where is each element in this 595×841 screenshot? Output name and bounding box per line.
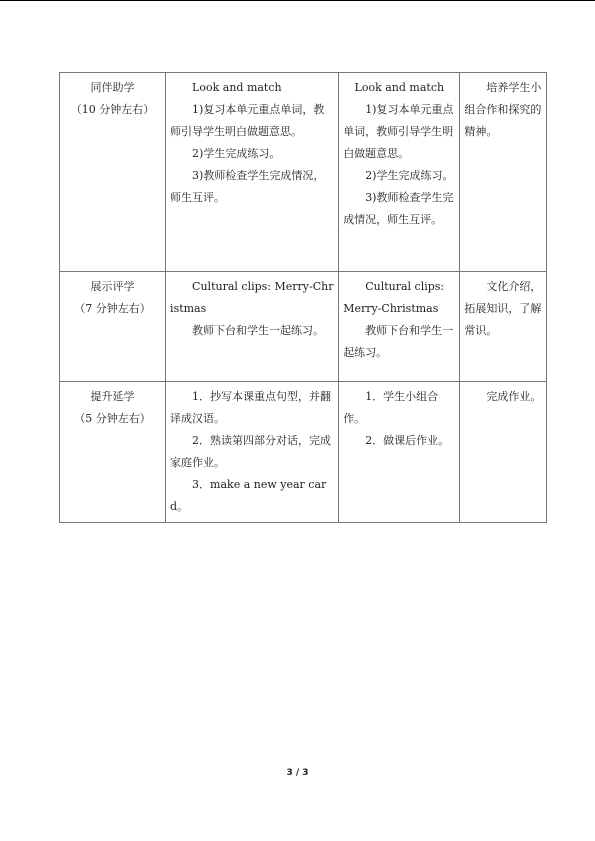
purpose-cell <box>460 272 547 382</box>
activity-line: 2．做课后作业。 <box>365 434 450 447</box>
activity-line: 3)教师检查学生完成情况，师生互评。 <box>170 169 325 204</box>
activity-title: Look and match <box>192 81 282 94</box>
phase-name: 展示评学 <box>90 280 135 293</box>
purpose-cell <box>460 382 547 523</box>
teacher-activity-cell <box>166 272 339 382</box>
header-rule <box>0 0 595 1</box>
activity-line: 1．学生小组合作。 <box>343 390 439 425</box>
phase-cell <box>60 382 166 523</box>
activity-line: 教师下台和学生一起练习。 <box>192 324 325 337</box>
page-number: 3 / 3 <box>286 768 309 778</box>
phase-duration: （5 分钟左右） <box>74 412 151 425</box>
table-row <box>60 73 547 272</box>
activity-line: 1)复习本单元重点单词，教师引导学生明白做题意思。 <box>343 103 454 160</box>
purpose-text: 培养学生小组合作和探究的精神。 <box>464 81 542 138</box>
table-row <box>60 272 547 382</box>
activity-title: Cultural clips: Merry-Christmas <box>343 280 445 315</box>
phase-cell <box>60 272 166 382</box>
teacher-activity-cell <box>166 73 339 272</box>
activity-title: Look and match <box>354 81 445 94</box>
activity-line: 2)学生完成练习。 <box>365 169 454 182</box>
phase-cell <box>60 73 166 272</box>
purpose-cell <box>460 73 547 272</box>
phase-name: 同伴助学 <box>90 81 135 94</box>
activity-line: 1)复习本单元重点单词，教师引导学生明白做题意思。 <box>170 103 325 138</box>
phase-name: 提升延学 <box>90 390 135 403</box>
activity-line: 1．抄写本课重点句型，并翻译成汉语。 <box>170 390 332 425</box>
activity-line: 2．熟读第四部分对话，完成家庭作业。 <box>170 434 332 469</box>
table-row <box>60 382 547 523</box>
activity-line: 2)学生完成练习。 <box>192 147 281 160</box>
phase-duration: （7 分钟左右） <box>74 302 151 315</box>
purpose-text: 完成作业。 <box>486 390 542 403</box>
student-activity-cell <box>339 73 460 272</box>
purpose-text: 文化介绍，拓展知识，了解常识。 <box>464 280 542 337</box>
phase-duration: （10 分钟左右） <box>70 103 155 116</box>
student-activity-cell <box>339 272 460 382</box>
student-activity-cell <box>339 382 460 523</box>
teacher-activity-cell <box>166 382 339 523</box>
activity-line: 3)教师检查学生完成情况，师生互评。 <box>343 191 454 226</box>
activity-line: 3．make a new year card。 <box>170 478 327 513</box>
activity-line: 教师下台和学生一起练习。 <box>343 324 454 359</box>
lesson-plan-table <box>59 72 547 523</box>
activity-title: Cultural clips: Merry-Christmas <box>170 280 334 315</box>
